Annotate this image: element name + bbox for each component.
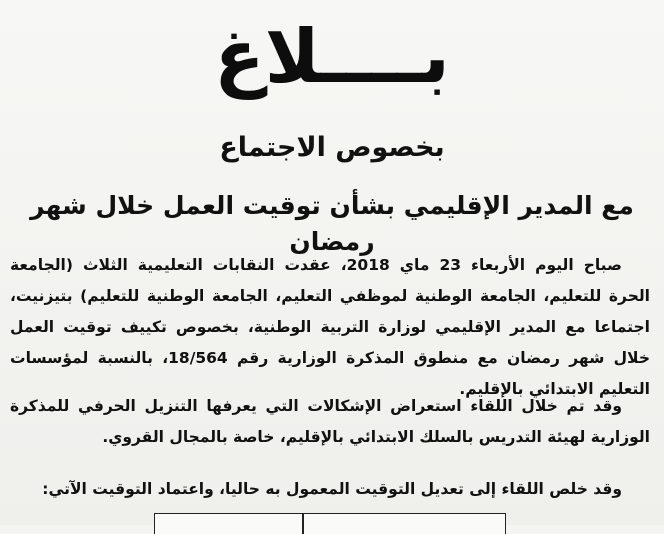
document-title: بــــلاغ — [214, 14, 450, 100]
paragraph-3-text: وقد خلص اللقاء إلى تعديل التوقيت المعمول به حاليا، واعتماد التوقيت الآتي: — [42, 480, 622, 498]
paragraph-1-text: صباح اليوم الأربعاء 23 ماي 2018، عقدت النقابات التعليمية الثلاث (الجامعة الحرة للتعليم، الجامعة الوطنية لموظفي التعليم، الجامعة الوطنية للتعليم) بتيزنيت، اجتماعا مع المدير الإقليمي لوزارة التربية الوطنية، بخصوص تكييف توقيت العمل خلال شهر رمضان مع منطوق المذكرة الوزارية رقم 18/564، بالنسبة لمؤسسات التعليم الابتدائي بالإقليم. — [10, 256, 650, 398]
paragraph-1 — [10, 250, 650, 405]
paragraph-3 — [10, 474, 650, 505]
paragraph-2 — [10, 391, 650, 453]
schedule-table-top — [154, 513, 506, 534]
document-subject: مع المدير الإقليمي بشأن توقيت العمل خلال شهر رمضان — [30, 191, 634, 256]
table-divider — [302, 514, 304, 534]
document-subtitle: بخصوص الاجتماع — [219, 132, 445, 163]
paragraph-2-text: وقد تم خلال اللقاء استعراض الإشكالات التي يعرفها التنزيل الحرفي للمذكرة الوزارية لهيئة التدريس بالسلك الابتدائي بالإقليم، خاصة بالمجال القروي. — [10, 397, 650, 446]
